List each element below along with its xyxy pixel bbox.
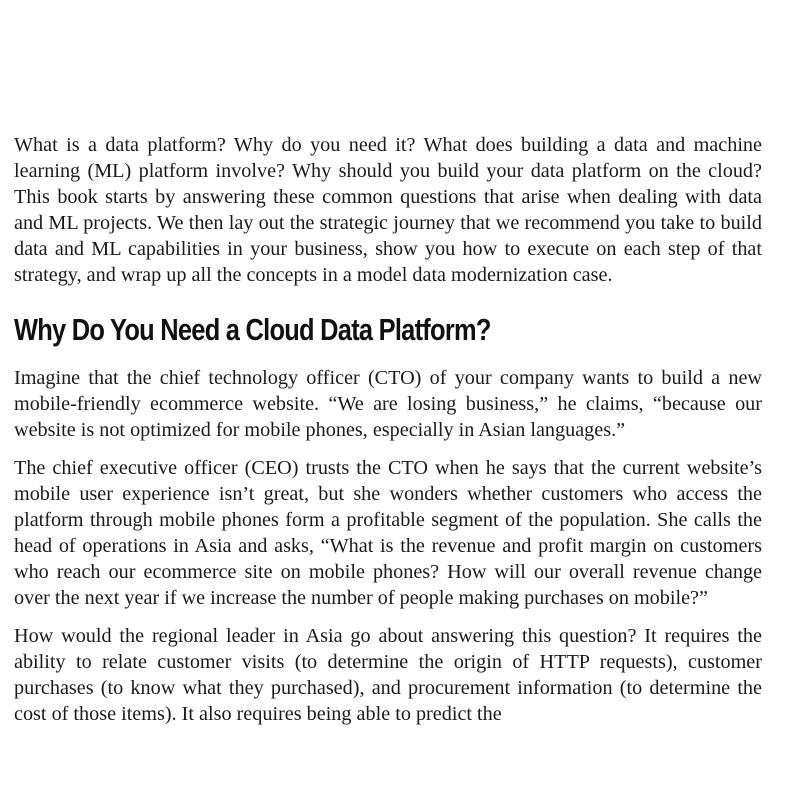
body-paragraph-cto: Imagine that the chief technology officer (CTO) of your company wants to build a new mobile-friendly ecommerce website. “We are losing business,” he claims, “because our website is not optimized for mobile phones, especially in Asian languages.”	[14, 367, 762, 441]
page-content	[14, 132, 762, 727]
body-paragraph-regional-leader: How would the regional leader in Asia go about answering this question? It requires the ability to relate customer visits (to determine the origin of HTTP requests), customer purchases (to know what they purchased), and procurement information (to determine the cost of those items). It also requires being able to predict the	[14, 625, 762, 725]
body-paragraph-ceo: The chief executive officer (CEO) trusts the CTO when he says that the current website’s mobile user experience isn’t great, but she wonders whether customers who access the platform through mobile phones form a profitable segment of the population. She calls the head of operations in Asia and asks, “What is the revenue and profit margin on customers who reach our ecommerce site on mobile phones? How will our overall revenue change over the next year if we increase the number of people making purchases on mobile?”	[14, 457, 762, 609]
section-heading: Why Do You Need a Cloud Data Platform?	[14, 312, 491, 347]
intro-paragraph: What is a data platform? Why do you need it? What does building a data and machine learning (ML) platform involve? Why should you build your data platform on the cloud? This book starts by answering these common questions that arise when dealing with data and ML projects. We then lay out the strategic journey that we recommend you take to build data and ML capabilities in your business, show you how to execute on each step of that strategy, and wrap up all the concepts in a model data modernization case.	[14, 134, 762, 286]
